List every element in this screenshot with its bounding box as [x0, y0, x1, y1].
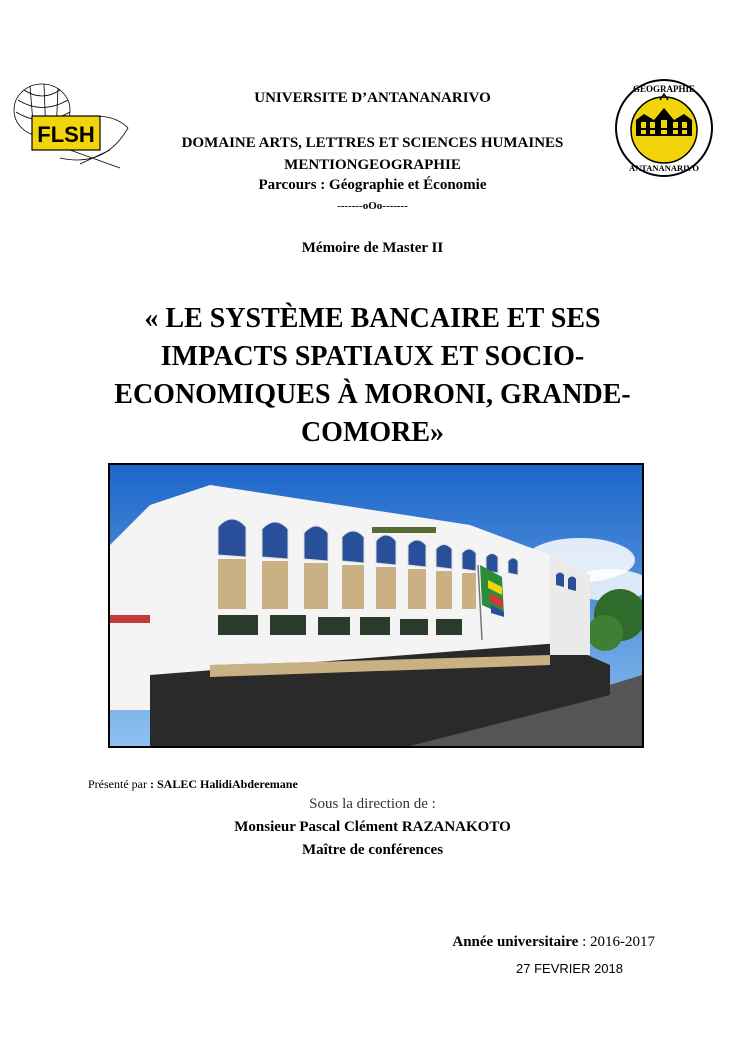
mention-name: MENTIONGEOGRAPHIE	[284, 157, 461, 173]
thesis-title-line-3: ECONOMIQUES À MORONI, GRANDE-	[114, 379, 631, 410]
bank-building-photo	[108, 463, 644, 748]
domain-name: DOMAINE ARTS, LETTRES ET SCIENCES HUMAINES	[181, 135, 564, 151]
academic-year	[452, 934, 655, 951]
geographie-logo-bottom-text: ANTANANARIVO	[628, 163, 700, 173]
direction-label: Sous la direction de :	[309, 796, 436, 812]
flsh-logo-text: FLSH	[37, 122, 95, 147]
university-name: UNIVERSITE D’ANTANANARIVO	[254, 90, 491, 106]
academic-year-label: Année universitaire	[452, 934, 579, 950]
presented-by-label: Présenté par	[88, 777, 150, 791]
parcours-name: Parcours : Géographie et Économie	[258, 177, 487, 193]
presented-by	[88, 777, 298, 792]
director-name: Monsieur Pascal Clément RAZANAKOTO	[234, 819, 511, 835]
academic-year-value: : 2016-2017	[578, 934, 655, 950]
thesis-title	[90, 300, 655, 452]
thesis-title-line-2: IMPACTS SPATIAUX ET SOCIO-	[160, 341, 585, 372]
author-name: : SALEC HalidiAbderemane	[149, 777, 298, 791]
submission-date: 27 FEVRIER 2018	[516, 961, 623, 976]
bank-building-illustration	[110, 465, 642, 746]
thesis-title-line-1: « LE SYSTÈME BANCAIRE ET SES	[144, 303, 601, 334]
thesis-title-line-4: COMORE»	[300, 417, 445, 448]
director-title: Maître de conférences	[301, 842, 444, 858]
separator: -------oOo-------	[337, 200, 408, 212]
geographie-logo-top-text: GEOGRAPHIE	[632, 84, 696, 94]
memoire-type: Mémoire de Master II	[301, 240, 444, 256]
